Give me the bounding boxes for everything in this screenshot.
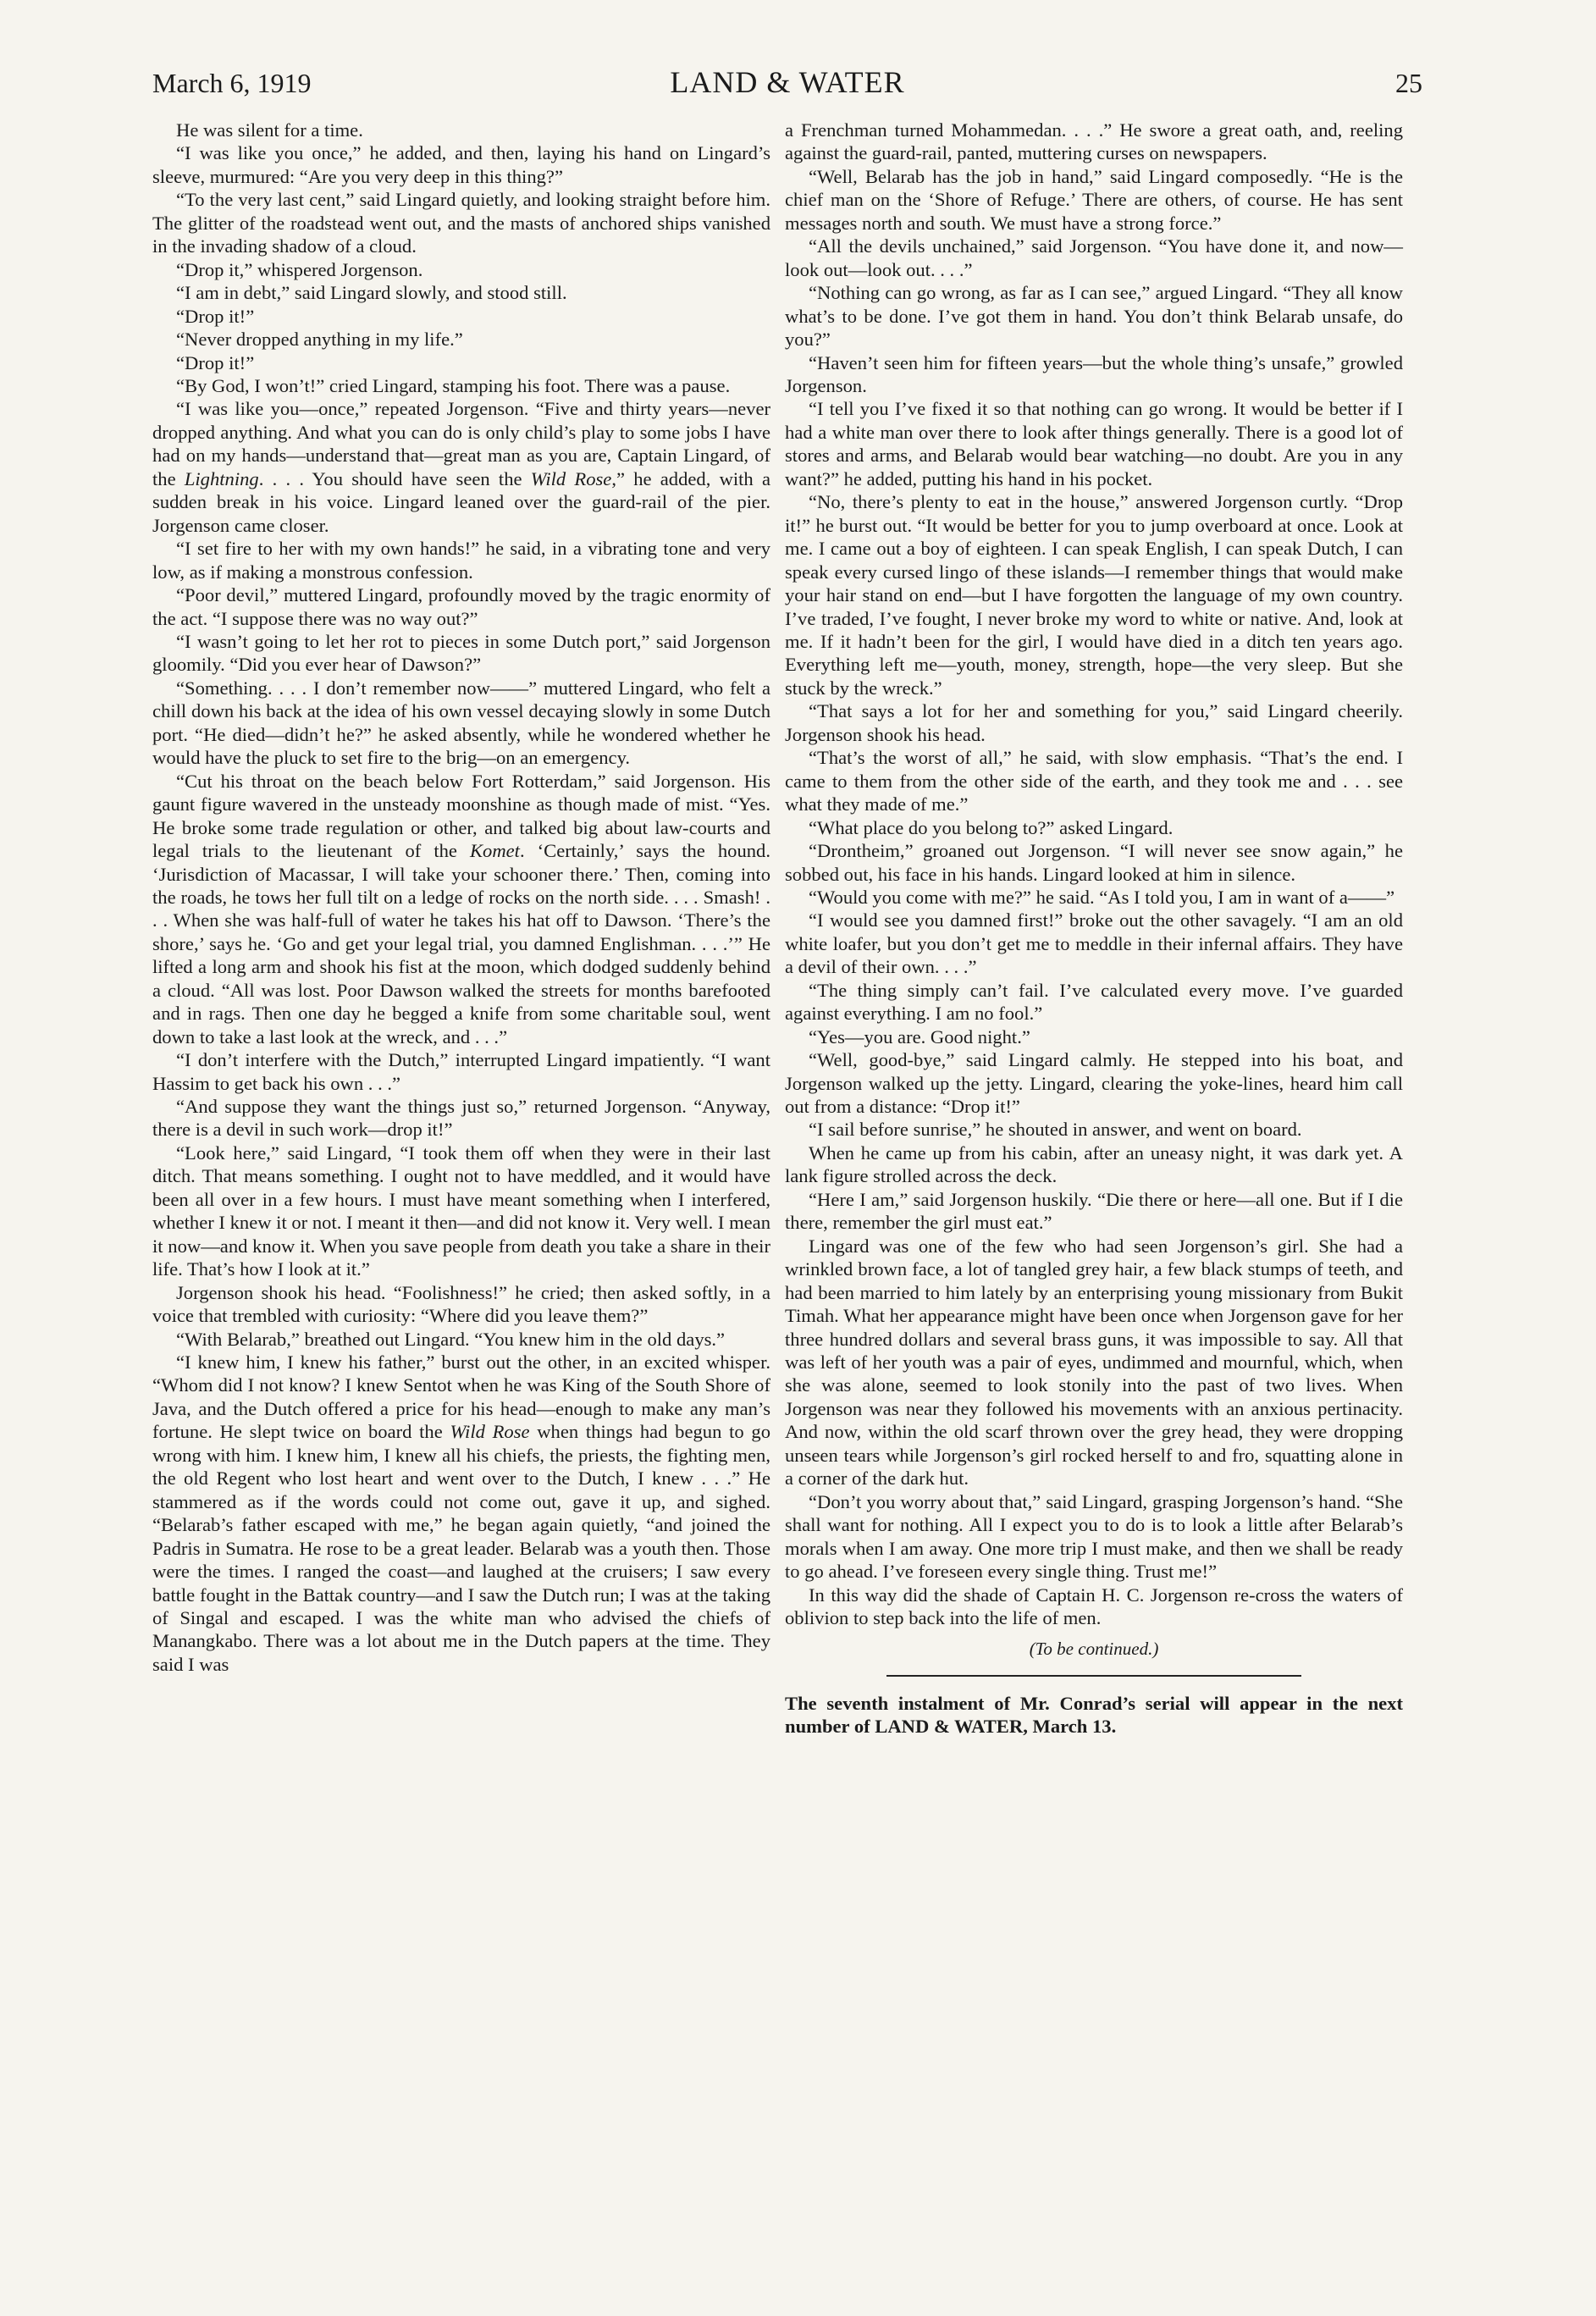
publication-title: LAND & WATER	[670, 65, 905, 99]
paragraph: “With Belarab,” breathed out Lingard. “You knew him in the old days.”	[176, 1328, 726, 1350]
paragraph: “I was like you once,” he added, and then, laying his hand on Lingard’s sleeve, murmured: “Are you very deep in this thing?”	[152, 142, 770, 187]
paragraph: “And suppose they want the things just so,” returned Jorgenson. “Anyway, there is a devil in such work—drop it!”	[152, 1096, 770, 1141]
paragraph: “I would see you damned first!” broke out the other savagely. “I am an old white loafer, but you don’t get me to meddle in their infernal affairs. They have a devil of their own. . . .”	[785, 909, 1403, 978]
right-column	[785, 119, 1403, 1738]
to-be-continued: (To be continued.)	[1029, 1639, 1159, 1660]
paragraph: “Well, Belarab has the job in hand,” said Lingard composedly. “He is the chief man on the ‘Shore of Refuge.’ There are others, of course. He has sent messages north and south. We must have a strong force.”	[785, 165, 1403, 234]
paragraph: “I tell you I’ve fixed it so that nothing can go wrong. It would be better if I had a white man over there to look after things generally. There is a good lot of stores and arms, and Belarab would bear watching—no doubt. Are you in any want?” he added, putting his hand in his pocket.	[785, 398, 1403, 489]
right-column-paragraphs	[785, 119, 1403, 1629]
next-instalment-notice: The seventh instalment of Mr. Conrad’s serial will appear in the next number of LAND & WATER, March 13.	[785, 1692, 1403, 1737]
paragraph: “By God, I won’t!” cried Lingard, stamping his foot. There was a pause.	[176, 374, 731, 396]
divider-rule	[886, 1675, 1301, 1677]
paragraph: “Look here,” said Lingard, “I took them off when they were in their last ditch. That means something. I ought not to have meddled, and it would have been all over in a few hours. I must have meant something when I interfered, whether I knew it or not. I meant it then—and did not know it. Very well. I mean it now—and know it. When you save people from death you take a share in their life. That’s how I look at it.”	[152, 1141, 770, 1280]
paragraph: “Never dropped anything in my life.”	[176, 329, 463, 351]
paragraph: “I set fire to her with my own hands!” he said, in a vibrating tone and very low, as if making a monstrous confession.	[152, 538, 770, 583]
paragraph: “All the devils unchained,” said Jorgenson. “You have done it, and now—look out—look out. . . .”	[785, 235, 1403, 280]
paragraph: “Drop it,” whispered Jorgenson.	[176, 258, 423, 280]
paragraph: “Would you come with me?” he said. “As I told you, I am in want of a——”	[809, 886, 1395, 908]
paragraph: “To the very last cent,” said Lingard quietly, and looking straight before him. The glitter of the roadstead went out, and the masts of anchored ships vanished in the invading shadow of a cloud.	[152, 189, 770, 257]
paragraph: “Nothing can go wrong, as far as I can see,” argued Lingard. “They all know what’s to be done. I’ve got them in hand. You don’t think Belarab unsafe, do you?”	[785, 282, 1403, 351]
paragraph: “That’s the worst of all,” he said, with slow emphasis. “That’s the end. I came to them from the other side of the earth, and they took me and . . . see what they made of me.”	[785, 747, 1403, 815]
paragraph: When he came up from his cabin, after an uneasy night, it was dark yet. A lank figure strolled across the deck.	[785, 1141, 1403, 1187]
paragraph: “I was like you—once,” repeated Jorgenson. “Five and thirty years—never dropped anything. And what you can do is only child’s play to some jobs I have had on my hands—understand that—great man as you are, Captain Lingard, of the Lightning. . . . You should have seen the Wild Rose,” he added, with a sudden break in his voice. Lingard leaned over the guard-rail of the pier. Jorgenson came closer.	[152, 398, 770, 536]
paragraph: “Here I am,” said Jorgenson huskily. “Die there or here—all one. But if I die there, remember the girl must eat.”	[785, 1188, 1403, 1234]
paragraph: “Yes—you are. Good night.”	[809, 1025, 1030, 1047]
paragraph: Lingard was one of the few who had seen Jorgenson’s girl. She had a wrinkled brown face, a lot of tangled grey hair, a few black stumps of teeth, and had been married to him lately by an enterprising young missionary from Bukit Timah. What her appearance might have been once when Jorgenson gave for her three hundred dollars and several brass guns, it was impossible to say. All that was left of her youth was a pair of eyes, undimmed and mournful, which, when she was alone, seemed to look stonily into the past of two lives. When Jorgenson was near they followed his movements with an anxious pertinacity. And now, within the old scarf thrown over the grey head, they were dropping unseen tears while Jorgenson’s girl rocked herself to and fro, squatting alone in a corner of the dark hut.	[785, 1235, 1403, 1490]
paragraph: He was silent for a time.	[176, 119, 363, 141]
left-column	[152, 119, 770, 1676]
paragraph: a Frenchman turned Mohammedan. . . .” He swore a great oath, and, reeling against the guard-rail, panted, muttering curses on newspapers.	[785, 119, 1403, 164]
paragraph: “Drop it!”	[176, 351, 255, 373]
paragraph: “Drop it!”	[176, 305, 255, 327]
paragraph: “What place do you belong to?” asked Lingard.	[809, 816, 1174, 838]
paragraph: “I sail before sunrise,” he shouted in answer, and went on board.	[809, 1119, 1302, 1141]
paragraph: “Well, good-bye,” said Lingard calmly. He stepped into his boat, and Jorgenson walked up the jetty. Lingard, clearing the yoke-lines, heard him call out from a distance: “Drop it!”	[785, 1049, 1403, 1118]
paragraph: “I wasn’t going to let her rot to pieces in some Dutch port,” said Jorgenson gloomily. “Did you ever hear of Dawson?”	[152, 630, 770, 676]
paragraph: “Something. . . . I don’t remember now——” muttered Lingard, who felt a chill down his back at the idea of his own vessel decaying slowly in some Dutch port. “He died—didn’t he?” he asked absently, while he wondered whether he would have the pluck to set fire to the brig—on an emergency.	[152, 677, 770, 769]
paragraph: In this way did the shade of Captain H. C. Jorgenson re-cross the waters of oblivion to step back into the life of men.	[785, 1584, 1403, 1628]
paragraph: “That says a lot for her and something for you,” said Lingard cheerily. Jorgenson shook his head.	[785, 700, 1403, 745]
issue-date: March 6, 1919	[152, 68, 312, 98]
paragraph: “I don’t interfere with the Dutch,” interrupted Lingard impatiently. “I want Hassim to get back his own . . .”	[152, 1049, 770, 1094]
paragraph: “No, there’s plenty to eat in the house,” answered Jorgenson curtly. “Drop it!” he burst out. “It would be better for you to jump overboard at once. Look at me. I came out a boy of eighteen. I can speak English, I can speak Dutch, I can speak every cursed lingo of these islands—I remember things that would make your hair stand on end—but I have forgotten the language of my own country. I’ve traded, I’ve fought, I never broke my word to white or native. And, look at me. If it hadn’t been for the girl, I would have died in a ditch ten years ago. Everything left me—youth, money, strength, hope—the very sleep. But she stuck by the wreck.”	[785, 491, 1403, 699]
paragraph: Jorgenson shook his head. “Foolishness!” he cried; then asked softly, in a voice that trembled with curiosity: “Where did you leave them?”	[152, 1281, 770, 1327]
paragraph: “Don’t you worry about that,” said Lingard, grasping Jorgenson’s hand. “She shall want for nothing. All I expect you to do is to look a little after Belarab’s morals when I am away. One more trip I must make, and then we shall be ready to go ahead. I’ve foreseen every single thing. Trust me!”	[785, 1490, 1403, 1583]
paragraph: “Cut his throat on the beach below Fort Rotterdam,” said Jorgenson. His gaunt figure wavered in the unsteady moonshine as though made of mist. “Yes. He broke some trade regulation or other, and talked big about law-courts and legal trials to the lieutenant of the Komet. ‘Certainly,’ says the hound. ‘Jurisdiction of Macassar, I will take your schooner there.’ Then, coming into the roads, he tows her full tilt on a ledge of rocks on the north side. . . . Smash! . . . When she was half-full of water he takes his hat off to Dawson. ‘There’s the shore,’ says he. ‘Go and get your legal trial, you damned Englishman. . . .’” He lifted a long arm and shook his fist at the moon, which dodged suddenly behind a cloud. “All was lost. Poor Dawson walked the streets for months barefooted and in rags. Then one day he begged a knife from some charitable soul, went down to take a last look at the wreck, and . . .”	[152, 770, 771, 1047]
paragraph: “I knew him, I knew his father,” burst out the other, in an excited whisper. “Whom did I not know? I knew Sentot when he was King of the South Shore of Java, and the Dutch offered a price for his head—enough to make any man’s fortune. He slept twice on board the Wild Rose when things had begun to go wrong with him. I knew him, I knew all his chiefs, the priests, the fighting men, the old Regent who lost heart and went over to the Dutch, I knew . . .” He stammered as if the words could not come out, gave it up, and sighed. “Belarab’s father escaped with me,” he began again quietly, “and joined the Padris in Sumatra. He rose to be a great leader. Belarab was a youth then. Those were the times. I ranged the coast—and laughed at the cruisers; I saw every battle fought in the Battak country—and I saw the Dutch run; I was at the taking of Singal and escaped. I was the white man who advised the chiefs of Manangkabo. There was a lot about me in the Dutch papers at the time. They said I was	[152, 1351, 770, 1675]
page-number: 25	[1395, 68, 1422, 98]
paragraph: “I am in debt,” said Lingard slowly, and stood still.	[176, 282, 567, 304]
page-header	[152, 61, 1422, 112]
paragraph: “Poor devil,” muttered Lingard, profoundly moved by the tragic enormity of the act. “I suppose there was no way out?”	[152, 584, 770, 629]
paragraph: “Haven’t seen him for fifteen years—but the whole thing’s unsafe,” growled Jorgenson.	[785, 351, 1403, 396]
paragraph: “The thing simply can’t fail. I’ve calculated every move. I’ve guarded against everything. I am no fool.”	[785, 979, 1403, 1025]
paragraph: “Drontheim,” groaned out Jorgenson. “I will never see snow again,” he sobbed out, his face in his hands. Lingard looked at him in silence.	[785, 840, 1403, 885]
